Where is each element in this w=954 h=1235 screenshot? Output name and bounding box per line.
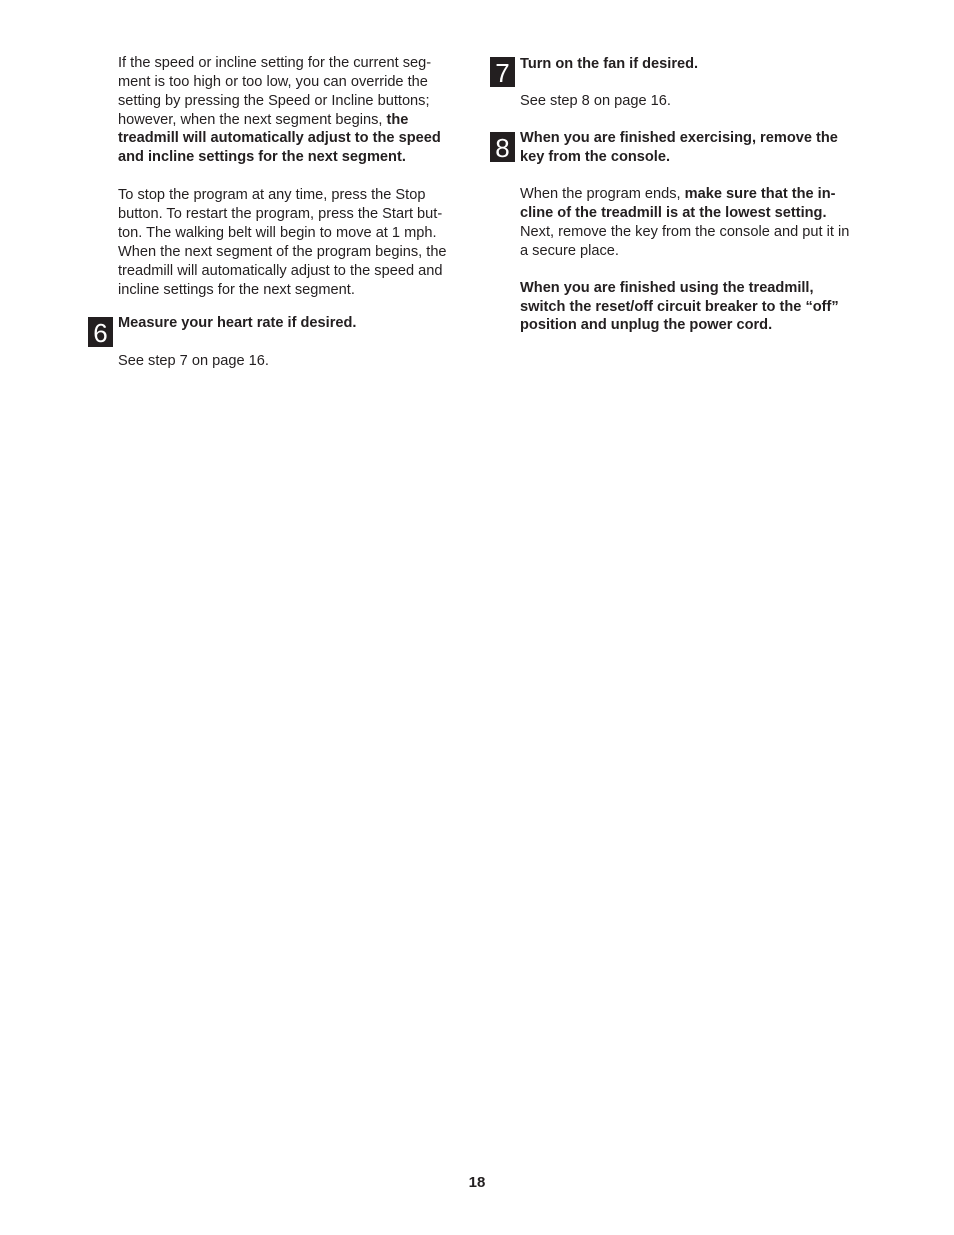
- step-heading: When you are finished exercising, remove the: [520, 130, 838, 146]
- warning-line: position and unplug the power cord.: [520, 317, 773, 333]
- stop-line: treadmill will automatically adjust to the speed and: [118, 263, 443, 279]
- step-body-line: [520, 185, 836, 204]
- step-body-text: When the program ends,: [520, 186, 685, 202]
- stop-line: To stop the program at any time, press the Stop: [118, 187, 426, 203]
- step-heading: Turn on the fan if desired.: [520, 56, 699, 72]
- stop-line: ton. The walking belt will begin to move at 1 mph.: [118, 225, 437, 241]
- intro-text: however, when the next segment begins,: [118, 112, 387, 128]
- step-number-badge: 8: [490, 132, 515, 162]
- intro-line: setting by pressing the Speed or Incline buttons;: [118, 93, 430, 109]
- step-number-badge: 6: [88, 317, 113, 347]
- stop-line: When the next segment of the program begins, the: [118, 244, 447, 260]
- intro-line: treadmill will automatically adjust to the speed: [118, 130, 441, 146]
- intro-line: [118, 111, 408, 130]
- step-heading: key from the console.: [520, 149, 671, 165]
- step-body-line: a secure place.: [520, 243, 619, 259]
- stop-line: button. To restart the program, press the Start but-: [118, 206, 443, 222]
- step-body-line: cline of the treadmill is at the lowest setting.: [520, 205, 827, 221]
- step-body-line: Next, remove the key from the console and put it in: [520, 224, 850, 240]
- intro-bold-text: the: [386, 112, 409, 128]
- intro-line: and incline settings for the next segment.: [118, 149, 406, 165]
- step-body-bold-text: make sure that the in-: [684, 186, 836, 202]
- intro-line: ment is too high or too low, you can override the: [118, 74, 428, 90]
- step-heading: Measure your heart rate if desired.: [118, 315, 357, 331]
- step-number-badge: 7: [490, 57, 515, 87]
- intro-line: If the speed or incline setting for the current seg-: [118, 55, 432, 71]
- page-number: 18: [468, 1174, 486, 1191]
- warning-line: switch the reset/off circuit breaker to the “off”: [520, 299, 839, 315]
- step-body: See step 7 on page 16.: [118, 353, 269, 369]
- warning-line: When you are finished using the treadmill,: [520, 280, 814, 296]
- stop-line: incline settings for the next segment.: [118, 282, 355, 298]
- step-body: See step 8 on page 16.: [520, 93, 671, 109]
